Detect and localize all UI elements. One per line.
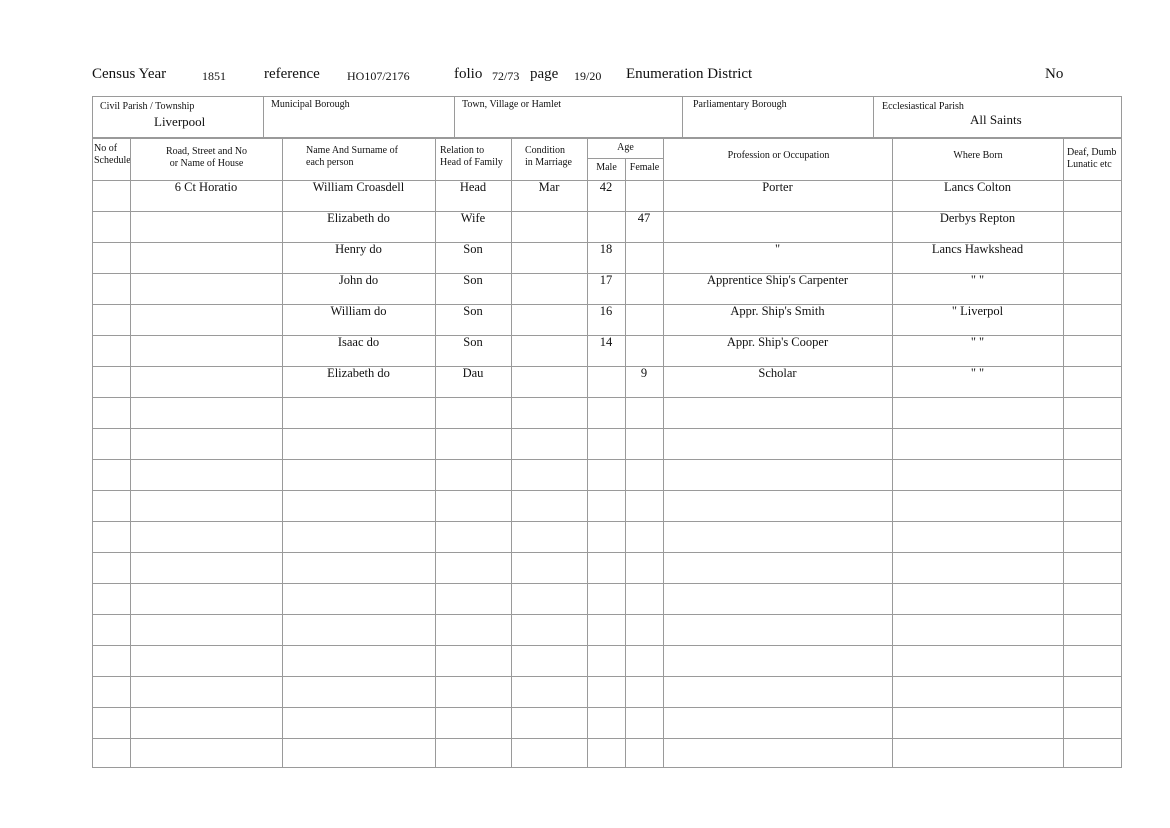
row-divider: [92, 552, 1122, 553]
parliamentary-borough-label: Parliamentary Borough: [693, 99, 787, 110]
cell-occupation: Appr. Ship's Smith: [730, 304, 825, 318]
cell-relation: Dau: [462, 366, 484, 380]
cell-male: 16: [599, 304, 613, 318]
ecclesiastical-parish-value: All Saints: [970, 112, 1022, 127]
cell-born: " ": [970, 366, 985, 380]
household-table: [92, 138, 1122, 768]
reference-value: HO107/2176: [347, 69, 410, 83]
col-header-condition: Condition in Marriage: [525, 145, 572, 168]
col-header-road: Road, Street and No or Name of House: [165, 146, 248, 169]
cell-relation: Son: [463, 273, 483, 287]
admin-divider: [454, 96, 455, 138]
row-divider: [92, 645, 1122, 646]
row-divider: [92, 397, 1122, 398]
cell-relation: Son: [463, 242, 483, 256]
admin-divider: [873, 96, 874, 138]
age-subheader-divider: [587, 158, 663, 159]
folio-value: 72/73: [492, 69, 520, 83]
row-divider: [92, 614, 1122, 615]
admin-divider: [682, 96, 683, 138]
col-header-male: Male: [596, 162, 617, 173]
row-divider: [92, 428, 1122, 429]
admin-area-box: [92, 96, 1122, 138]
cell-name: Elizabeth do: [327, 211, 390, 225]
col-header-schedule: No of Schedule: [94, 143, 131, 166]
cell-born: Lancs Hawkshead: [931, 242, 1024, 256]
cell-male: 14: [599, 335, 613, 349]
cell-born: " ": [970, 335, 985, 349]
census-year-label: Census Year: [92, 66, 167, 82]
row-divider: [92, 676, 1122, 677]
reference-label: reference: [264, 66, 320, 82]
civil-parish-value: Liverpool: [154, 114, 206, 129]
col-header-occupation: Profession or Occupation: [727, 150, 830, 161]
cell-relation: Son: [463, 335, 483, 349]
cell-relation: Son: [463, 304, 483, 318]
cell-name: John do: [338, 273, 379, 287]
cell-occupation: Scholar: [758, 366, 797, 380]
cell-occupation: Apprentice Ship's Carpenter: [706, 273, 849, 287]
cell-male: 18: [599, 242, 613, 256]
row-divider: [92, 490, 1122, 491]
enumeration-district-label: Enumeration District: [626, 66, 753, 82]
cell-name: Henry do: [335, 242, 382, 256]
cell-name: Elizabeth do: [327, 366, 390, 380]
column-divider: [511, 138, 512, 768]
ecclesiastical-parish-label: Ecclesiastical Parish: [882, 101, 964, 112]
cell-relation: Head: [459, 180, 487, 194]
cell-born: " Liverpol: [951, 304, 1004, 318]
cell-name: Isaac do: [337, 335, 380, 349]
col-header-age: Age: [617, 142, 634, 153]
col-header-deaf-dumb: Deaf, Dumb Lunatic etc: [1067, 147, 1117, 170]
column-divider: [1063, 138, 1064, 768]
row-divider: [92, 738, 1122, 739]
col-header-female: Female: [629, 162, 660, 173]
civil-parish-label: Civil Parish / Township: [100, 101, 195, 112]
town-label: Town, Village or Hamlet: [462, 99, 562, 110]
row-divider: [92, 707, 1122, 708]
cell-born: " ": [970, 273, 985, 287]
column-divider: [892, 138, 893, 768]
cell-female: 47: [637, 211, 651, 225]
cell-born: Lancs Colton: [943, 180, 1011, 194]
column-divider: [663, 138, 664, 768]
cell-relation: Wife: [460, 211, 486, 225]
cell-name: William do: [330, 304, 387, 318]
cell-female: 9: [640, 366, 648, 380]
col-header-name: Name And Surname of each person: [306, 145, 398, 168]
folio-label: folio: [454, 66, 483, 82]
col-header-where-born: Where Born: [953, 150, 1003, 161]
row-divider: [92, 521, 1122, 522]
column-divider: [587, 138, 588, 768]
cell-occupation: ": [774, 242, 781, 256]
cell-occupation: Porter: [762, 180, 793, 194]
census-year-value: 1851: [202, 69, 226, 83]
column-divider: [282, 138, 283, 768]
cell-name: William Croasdell: [312, 180, 405, 194]
row-divider: [92, 583, 1122, 584]
cell-occupation: Appr. Ship's Cooper: [726, 335, 829, 349]
cell-born: Derbys Repton: [939, 211, 1016, 225]
column-divider: [435, 138, 436, 768]
column-divider: [130, 138, 131, 768]
cell-male: 42: [599, 180, 613, 194]
row-divider: [92, 459, 1122, 460]
page-label: page: [530, 66, 559, 82]
cell-road: 6 Ct Horatio: [174, 180, 238, 194]
col-header-relation: Relation to Head of Family: [440, 145, 503, 168]
cell-male: 17: [599, 273, 613, 287]
municipal-borough-label: Municipal Borough: [271, 99, 350, 110]
cell-condition: Mar: [538, 180, 560, 194]
admin-divider: [263, 96, 264, 138]
number-label: No: [1045, 66, 1064, 82]
page-value: 19/20: [574, 69, 602, 83]
